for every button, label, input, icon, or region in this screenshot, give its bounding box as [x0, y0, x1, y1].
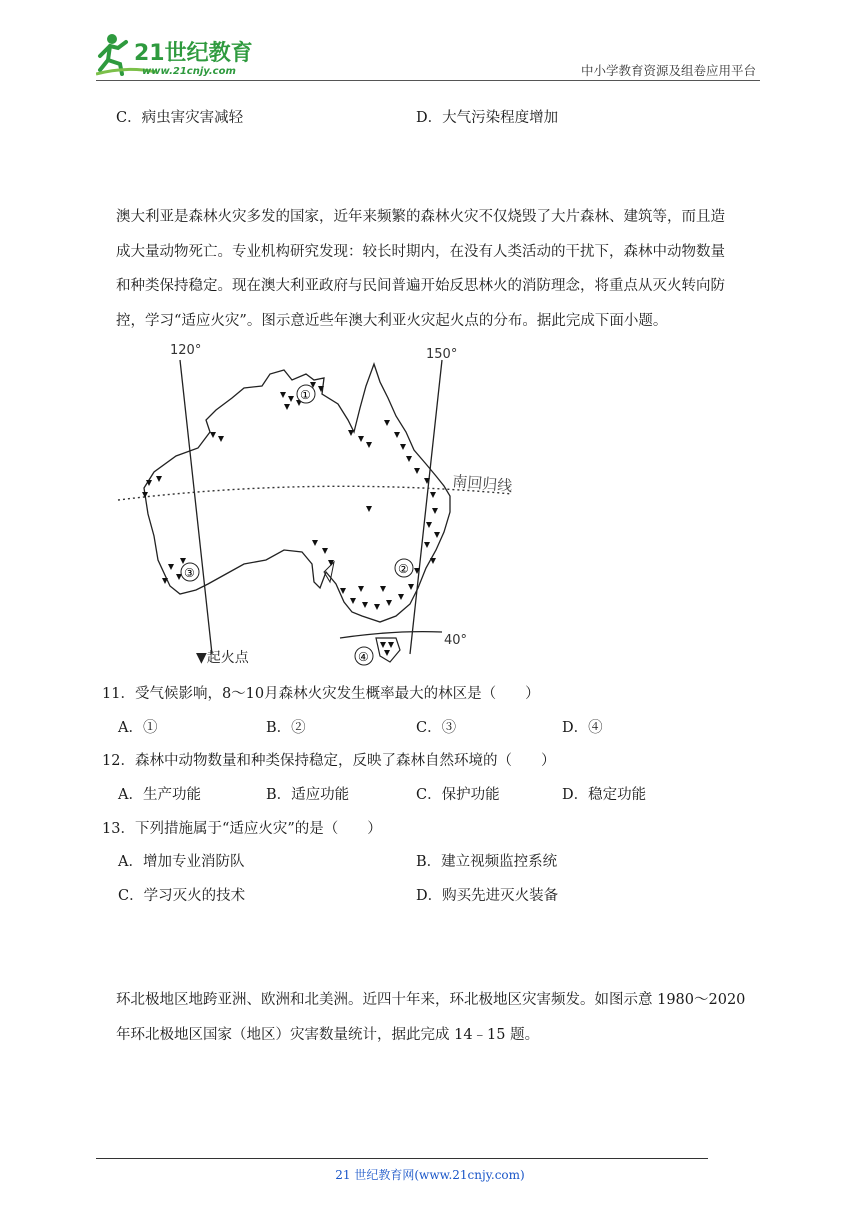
lon-label-120: 120°	[170, 343, 202, 358]
passage-line: 和种类保持稳定。现在澳大利亚政府与民间普遍开始反思林火的消防理念，将重点从灭火转向防	[116, 278, 725, 294]
passage-australia	[116, 200, 772, 338]
header-platform-text: 中小学教育资源及组卷应用平台	[580, 63, 756, 78]
svg-text:③: ③	[184, 566, 195, 580]
prev-option-c: C．病虫害灾害减轻	[116, 110, 244, 126]
passage-line: 成大量动物死亡。专业机构研究发现：较长时期内，在没有人类活动的干扰下，森林中动物数量	[116, 243, 725, 260]
q13-option-b: B．建立视频监控系统	[416, 854, 558, 870]
meridian-150	[410, 360, 442, 654]
svg-text:①: ①	[300, 388, 311, 402]
q11-option-a: A．①	[118, 720, 158, 736]
q12-option-a: A．生产功能	[118, 787, 201, 803]
passage-line: 年环北极地区国家（地区）灾害数量统计，据此完成 14﹣15 题。	[116, 1026, 540, 1043]
q12-option-c: C．保护功能	[416, 787, 500, 803]
q12-option-d: D．稳定功能	[562, 787, 647, 803]
q11-option-c: C．③	[416, 720, 457, 736]
site-logo	[96, 30, 276, 80]
header-divider	[96, 80, 760, 81]
svg-text:④: ④	[358, 650, 369, 664]
footer-text[interactable]: 21 世纪教育网(www.21cnjy.com)	[335, 1168, 525, 1182]
meridian-120	[180, 360, 212, 654]
q11-option-b: B．②	[266, 720, 306, 736]
fire-cluster-east	[348, 420, 440, 574]
question-12-stem: 12．森林中动物数量和种类保持稳定，反映了森林自然环境的（ ）	[102, 753, 556, 769]
passage-line: 环北极地区地跨亚洲、欧洲和北美洲。近四十年来，环北极地区灾害频发。如图示意 1980～2020	[116, 992, 746, 1008]
q13-option-c: C．学习灭火的技术	[118, 888, 246, 904]
passage-arctic	[116, 983, 772, 1052]
region-mark-1	[297, 385, 315, 403]
map-legend: ▼起火点	[196, 650, 249, 666]
q11-option-d: D．④	[562, 720, 603, 736]
tropic-label: 南回归线	[451, 472, 514, 496]
passage-line: 澳大利亚是森林火灾多发的国家，近年来频繁的森林火灾不仅烧毁了大片森林、建筑等，而且造	[116, 209, 725, 225]
passage-line: 控，学习“适应火灾”。图示意近些年澳大利亚火灾起火点的分布。据此完成下面小题。	[116, 312, 668, 329]
q13-option-a: A．增加专业消防队	[118, 854, 245, 870]
logo-text: 21世纪教育	[134, 41, 253, 66]
question-13-stem: 13．下列措施属于“适应火灾”的是（ ）	[102, 821, 382, 837]
question-11-stem: 11．受气候影响，8～10月森林火灾发生概率最大的林区是（ ）	[102, 686, 540, 702]
australia-outline	[144, 364, 450, 622]
logo-url: www.21cnjy.com	[142, 66, 236, 77]
prev-option-d: D．大气污染程度增加	[416, 110, 559, 126]
svg-text:②: ②	[398, 562, 409, 576]
q12-option-b: B．适应功能	[266, 787, 350, 803]
lat-label-40: 40°	[444, 633, 468, 648]
lon-label-150: 150°	[426, 347, 458, 362]
region-mark-4	[355, 647, 373, 665]
q13-option-d: D．购买先进灭火装备	[416, 888, 559, 904]
region-mark-3	[181, 563, 199, 581]
lat-40-line	[340, 632, 442, 638]
footer-divider	[96, 1158, 708, 1159]
region-mark-2	[395, 559, 413, 577]
australia-fire-map	[114, 336, 534, 670]
fire-cluster-tasmania	[380, 642, 394, 656]
